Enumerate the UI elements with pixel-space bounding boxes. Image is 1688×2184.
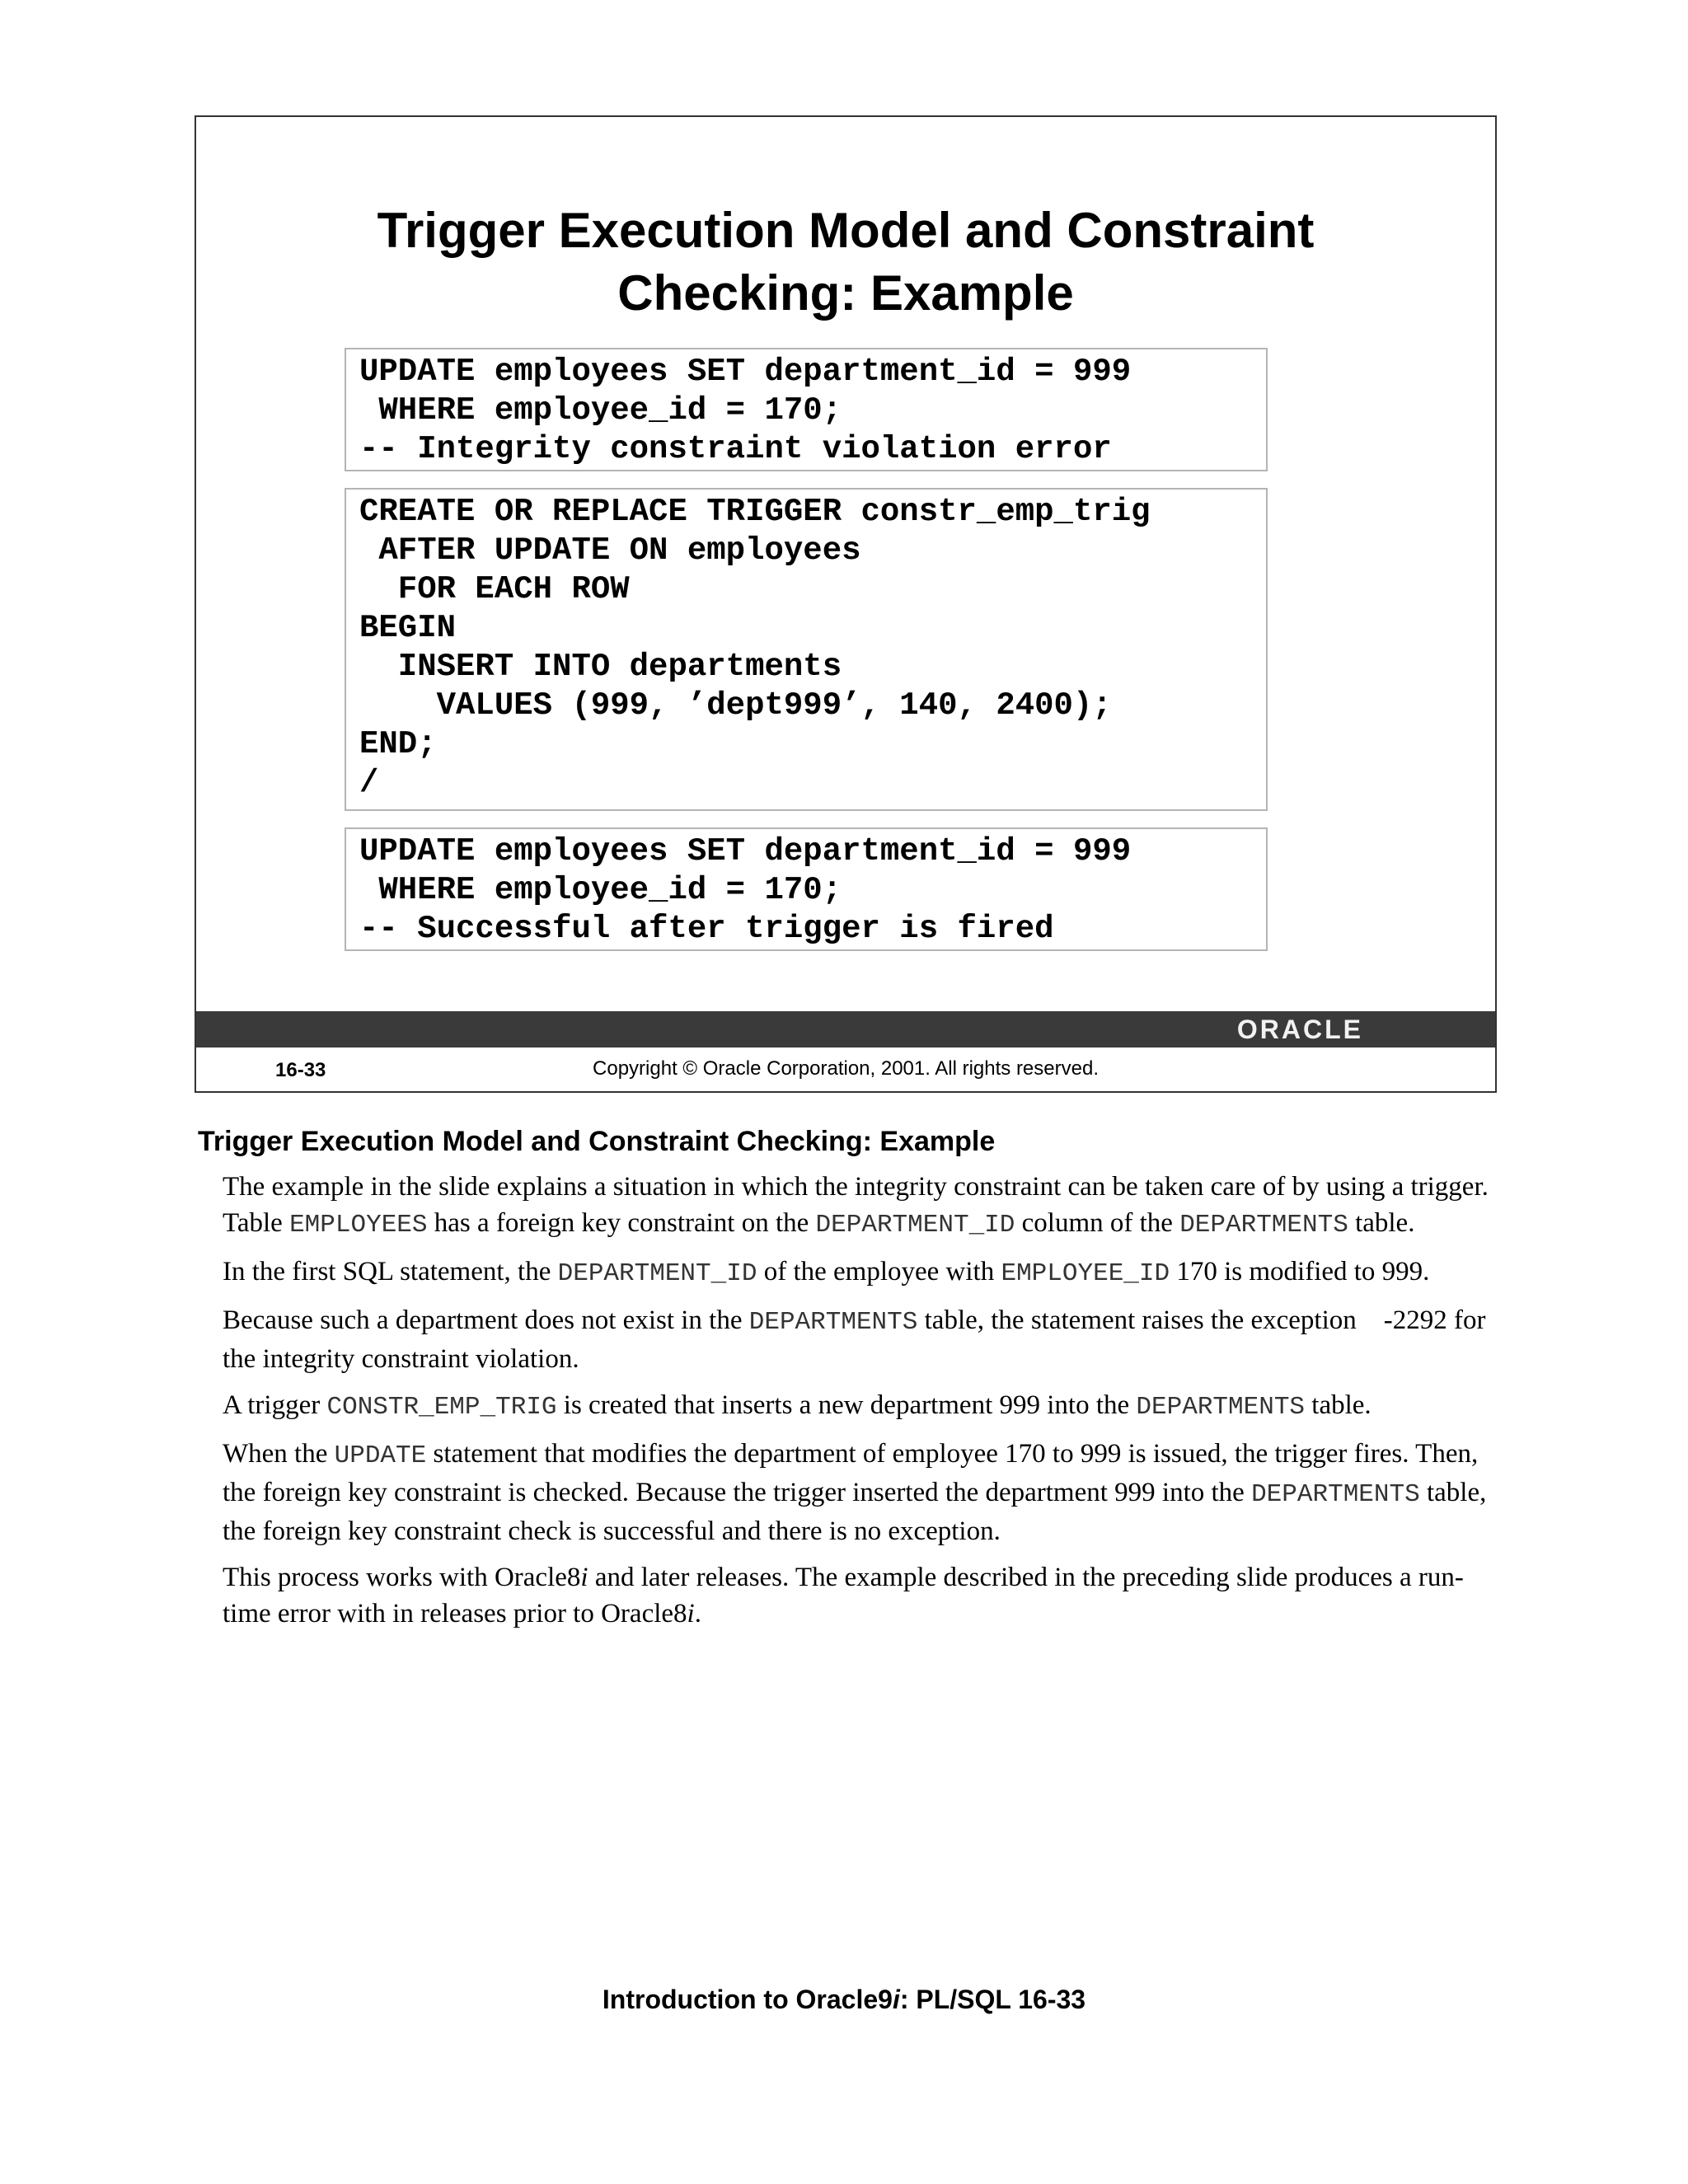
notes-heading: Trigger Execution Model and Constraint Checking: Example [198, 1126, 996, 1157]
slide-number: 16-33 [275, 1059, 326, 1081]
footer-italic: i [892, 1985, 900, 2014]
code-line: / [359, 765, 379, 801]
code-line: UPDATE employees SET department_id = 999 [359, 833, 1132, 869]
italic-text: i [580, 1563, 588, 1592]
code-line: INSERT INTO departments [359, 649, 842, 685]
text: This process works with Oracle8 [223, 1563, 581, 1592]
text: column of the [1015, 1208, 1180, 1238]
text: statement that modifies the department of employee 170 to 999 is issued, the trigger fires. Then, the foreign key constraint is checked. Because the trigger inserted the department 999 into the [223, 1439, 1479, 1507]
text: . [694, 1599, 701, 1629]
code-line: UPDATE employees SET department_id = 999 [359, 354, 1132, 390]
code-line: BEGIN [359, 610, 457, 646]
code-term: DEPARTMENT_ID [557, 1259, 757, 1288]
code-term: DEPARTMENTS [1179, 1211, 1348, 1240]
code-line: -- Integrity constraint violation error [359, 431, 1112, 467]
footer-text: Introduction to Oracle9 [602, 1985, 893, 2014]
text: and later releases. The example described in the preceding slide produces a run-time error with in releases prior to Oracle8 [223, 1563, 1464, 1629]
text: table, the foreign key constraint check is successful and there is no exception. [223, 1478, 1487, 1546]
slide-title-line-2: Checking: Example [617, 265, 1074, 321]
oracle-logo: ORACLE [1236, 1015, 1363, 1044]
slide-title-line-1: Trigger Execution Model and Constraint [377, 203, 1315, 258]
italic-text: i [687, 1599, 695, 1629]
code-term: DEPARTMENTS [1251, 1480, 1420, 1509]
code-term: UPDATE [334, 1441, 427, 1470]
text: Because such a department does not exist in the [223, 1305, 749, 1335]
copyright-notice: Copyright © Oracle Corporation, 2001. All rights reserved. [593, 1057, 1099, 1080]
text: is created that inserts a new department 999 into the [556, 1390, 1137, 1420]
text: table. [1348, 1208, 1415, 1238]
code-term: EMPLOYEE_ID [1001, 1259, 1170, 1288]
code-term: DEPARTMENTS [748, 1308, 918, 1337]
code-term: EMPLOYEES [289, 1211, 428, 1240]
text: table. [1305, 1390, 1372, 1420]
footer-text: : PL/SQL 16-33 [899, 1985, 1086, 2014]
text: table, the statement raises the exception -2292 for the integrity constraint violation. [223, 1305, 1493, 1374]
code-line: WHERE employee_id = 170; [359, 392, 842, 429]
text: 170 is modified to 999. [1170, 1257, 1430, 1286]
code-block-trigger [345, 488, 1268, 811]
text: of the employee with [757, 1257, 1001, 1286]
notes-paragraph-6 [223, 1559, 1508, 1632]
text: In the first SQL statement, the [223, 1257, 558, 1286]
slide-frame [195, 115, 1497, 1093]
page-footer [0, 1985, 1688, 2015]
notes-paragraph-2 [223, 1254, 1508, 1292]
slide-footer-bar [196, 1011, 1495, 1047]
notes-paragraph-3 [223, 1302, 1508, 1377]
notes-body [223, 1169, 1508, 1642]
notes-paragraph-1 [223, 1169, 1508, 1244]
code-block-update-error [345, 348, 1268, 471]
text: When the [223, 1439, 335, 1469]
notes-paragraph-4 [223, 1387, 1508, 1426]
slide-title [196, 199, 1495, 325]
notes-paragraph-5 [223, 1436, 1508, 1549]
code-block-update-success [345, 827, 1268, 951]
text: The example in the slide explains a situation in which the integrity constraint can be taken care of by using a trigger. Table [223, 1172, 1489, 1238]
text: has a foreign key constraint on the [427, 1208, 816, 1238]
code-line: -- Successful after trigger is fired [359, 911, 1054, 947]
code-line: VALUES (999, ’dept999’, 140, 2400); [359, 687, 1112, 724]
code-line: AFTER UPDATE ON employees [359, 532, 861, 569]
code-line: FOR EACH ROW [359, 571, 630, 607]
code-term: DEPARTMENT_ID [815, 1211, 1015, 1240]
code-line: CREATE OR REPLACE TRIGGER constr_emp_trig [359, 494, 1151, 530]
code-term: CONSTR_EMP_TRIG [326, 1393, 557, 1422]
code-line: WHERE employee_id = 170; [359, 872, 842, 908]
text: A trigger [223, 1390, 327, 1420]
code-term: DEPARTMENTS [1136, 1393, 1306, 1422]
code-line: END; [359, 726, 437, 762]
